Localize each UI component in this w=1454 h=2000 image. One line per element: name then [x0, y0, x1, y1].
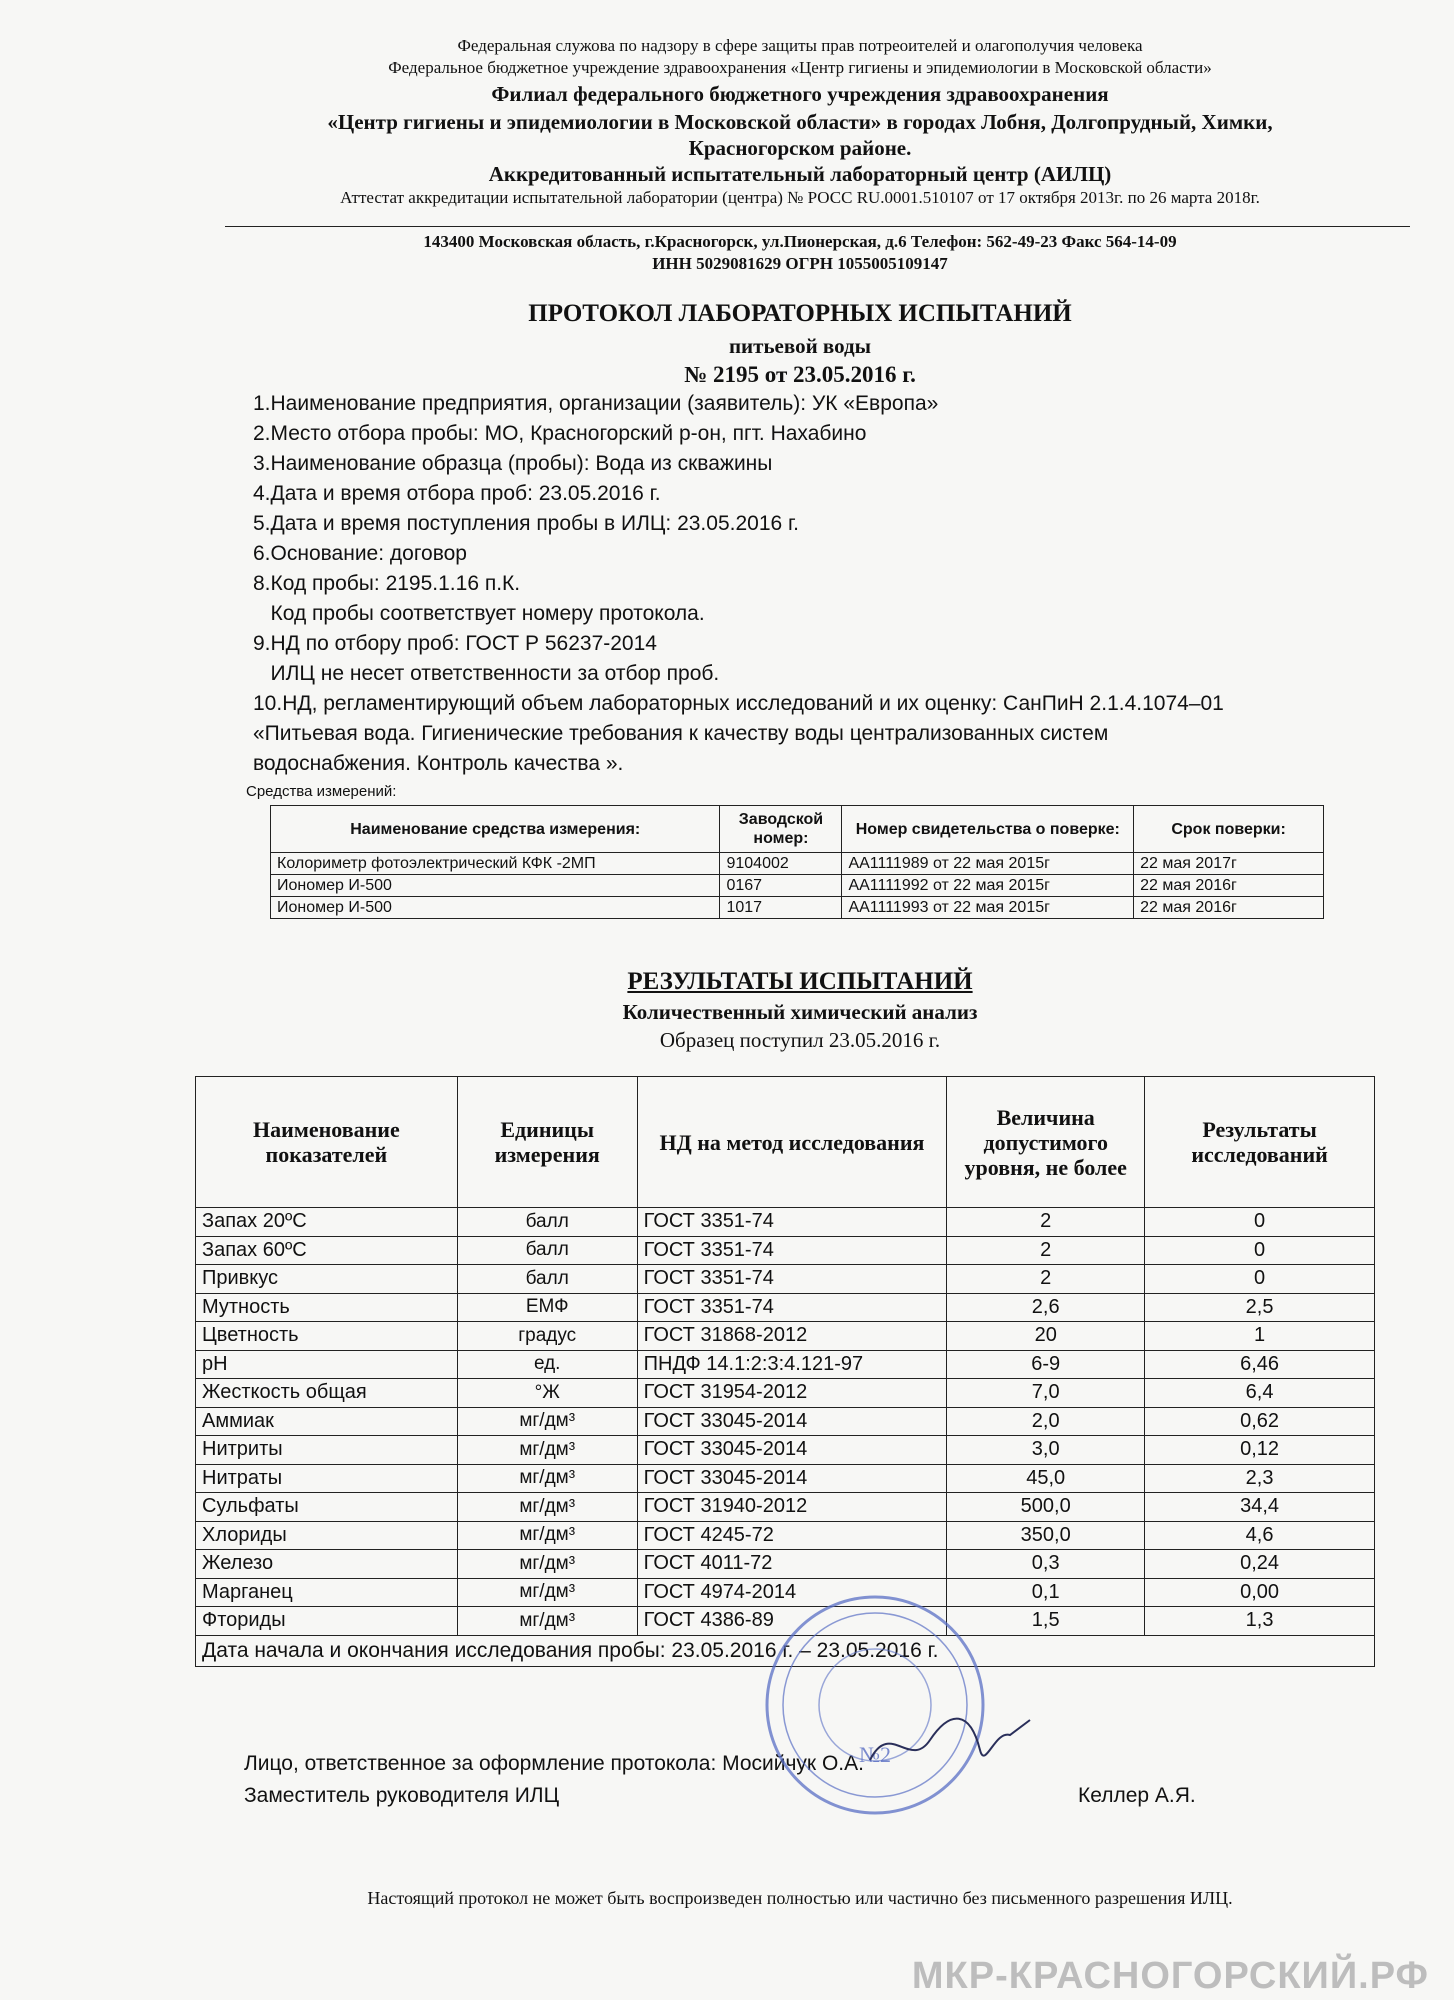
table-row: [196, 1322, 1375, 1351]
indicator-limit: 2: [947, 1208, 1145, 1237]
indicator-name: Хлориды: [196, 1521, 458, 1550]
indicator-name: Аммиак: [196, 1407, 458, 1436]
indicator-result: 0: [1145, 1265, 1375, 1294]
indicator-result: 1: [1145, 1322, 1375, 1351]
signature-responsible: Лицо, ответственное за оформление протокола: Мосийчук О.А.: [244, 1752, 864, 1775]
indicator-result: 34,4: [1145, 1493, 1375, 1522]
indicator-unit: мг/дм³: [457, 1407, 637, 1436]
col-certificate: Номер свидетельства о поверке:: [842, 806, 1134, 853]
indicator-result: 0: [1145, 1208, 1375, 1237]
table-row: [196, 1521, 1375, 1550]
indicator-limit: 2,6: [947, 1293, 1145, 1322]
indicator-name: Нитраты: [196, 1464, 458, 1493]
table-row: [196, 1379, 1375, 1408]
results-title: РЕЗУЛЬТАТЫ ИСПЫТАНИЙ: [627, 968, 973, 995]
indicator-unit: балл: [457, 1265, 637, 1294]
indicator-result: 2,5: [1145, 1293, 1375, 1322]
indicator-method: ГОСТ 3351-74: [637, 1293, 947, 1322]
indicator-unit: мг/дм³: [457, 1436, 637, 1465]
indicator-result: 0,24: [1145, 1550, 1375, 1579]
indicator-result: 0,00: [1145, 1578, 1375, 1607]
indicator-limit: 7,0: [947, 1379, 1145, 1408]
table-row: [196, 1265, 1375, 1294]
table-row: [196, 1208, 1375, 1237]
col-method: НД на метод исследования: [637, 1077, 947, 1208]
handwritten-signature: [860, 1700, 1040, 1780]
indicator-unit: градус: [457, 1322, 637, 1351]
footer-disclaimer: Настоящий протокол не может быть воспроизведен полностью или частично без письменного разрешения ИЛЦ.: [367, 1888, 1233, 1908]
header-line-2: Федеральное бюджетное учреждение здравоохранения «Центр гигиены и эпидемиологии в Московской области»: [388, 58, 1212, 77]
indicator-unit: мг/дм³: [457, 1521, 637, 1550]
instrument-name: Колориметр фотоэлектрический КФК -2МП: [271, 853, 720, 875]
indicator-unit: ед.: [457, 1350, 637, 1379]
indicator-method: ГОСТ 33045-2014: [637, 1464, 947, 1493]
indicator-unit: мг/дм³: [457, 1464, 637, 1493]
indicator-limit: 6-9: [947, 1350, 1145, 1379]
signature-deputy-title: Заместитель руководителя ИЛЦ: [244, 1784, 560, 1807]
indicator-method: ГОСТ 4245-72: [637, 1521, 947, 1550]
field-regulation: 10.НД, регламентирующий объем лабораторных исследований и их оценку: СанПиН 2.1.4.1074–01: [253, 692, 1224, 715]
header-divider: [225, 226, 1410, 227]
indicator-method: ГОСТ 3351-74: [637, 1236, 947, 1265]
instrument-serial: 1017: [720, 897, 842, 919]
indicator-name: Запах 60ºC: [196, 1236, 458, 1265]
indicator-unit: °Ж: [457, 1379, 637, 1408]
indicator-method: ГОСТ 4974-2014: [637, 1578, 947, 1607]
indicator-method: ГОСТ 4011-72: [637, 1550, 947, 1579]
results-table: [195, 1076, 1375, 1667]
signature-deputy-name: Келлер А.Я.: [1078, 1784, 1196, 1807]
test-dates: Дата начала и окончания исследования пробы: 23.05.2016 г. – 23.05.2016 г.: [196, 1635, 1375, 1666]
table-row: [196, 1407, 1375, 1436]
table-row: [196, 1464, 1375, 1493]
instrument-certificate: АА1111989 от 22 мая 2015г: [842, 853, 1134, 875]
indicator-unit: ЕМФ: [457, 1293, 637, 1322]
field-sampling-date: 4.Дата и время отбора проб: 23.05.2016 г.: [253, 482, 661, 505]
indicator-name: Жесткость общая: [196, 1379, 458, 1408]
indicator-limit: 45,0: [947, 1464, 1145, 1493]
field-basis: 6.Основание: договор: [253, 542, 467, 565]
protocol-number: № 2195 от 23.05.2016 г.: [684, 362, 916, 387]
indicator-limit: 1,5: [947, 1607, 1145, 1636]
field-regulation-cont-2: водоснабжения. Контроль качества ».: [253, 752, 624, 775]
instruments-label: Средства измерений:: [246, 783, 397, 800]
indicator-name: Запах 20ºC: [196, 1208, 458, 1237]
indicator-method: ГОСТ 3351-74: [637, 1265, 947, 1294]
instrument-serial: 9104002: [720, 853, 842, 875]
seal-number: №2: [859, 1742, 891, 1767]
indicator-name: Привкус: [196, 1265, 458, 1294]
indicator-method: ГОСТ 31954-2012: [637, 1379, 947, 1408]
table-row: [196, 1436, 1375, 1465]
instrument-verification: 22 мая 2017г: [1134, 853, 1324, 875]
indicator-name: Сульфаты: [196, 1493, 458, 1522]
indicator-limit: 2: [947, 1265, 1145, 1294]
indicator-result: 1,3: [1145, 1607, 1375, 1636]
field-sampling-place: 2.Место отбора пробы: МО, Красногорский р-он, пгт. Нахабино: [253, 422, 867, 445]
indicator-limit: 2,0: [947, 1407, 1145, 1436]
instrument-verification: 22 мая 2016г: [1134, 897, 1324, 919]
table-row: [271, 897, 1324, 919]
results-header-row: [196, 1077, 1375, 1208]
table-row: [196, 1350, 1375, 1379]
indicator-limit: 0,3: [947, 1550, 1145, 1579]
header-address: 143400 Московская область, г.Красногорск, ул.Пионерская, д.6 Телефон: 562-49-23 Факс 564-14-09: [423, 232, 1177, 251]
indicator-limit: 20: [947, 1322, 1145, 1351]
instruments-table: [270, 805, 1324, 919]
indicator-result: 4,6: [1145, 1521, 1375, 1550]
header-accreditation: Аттестат аккредитации испытательной лаборатории (центра) № РОСС RU.0001.510107 от 17 октября 2013г. по 26 марта 2018г.: [340, 188, 1260, 207]
indicator-result: 6,46: [1145, 1350, 1375, 1379]
col-serial-number: Заводской номер:: [720, 806, 842, 853]
indicator-method: ГОСТ 4386-89: [637, 1607, 947, 1636]
table-row: [196, 1493, 1375, 1522]
field-receipt-date: 5.Дата и время поступления пробы в ИЛЦ: 23.05.2016 г.: [253, 512, 799, 535]
indicator-method: ГОСТ 31868-2012: [637, 1322, 947, 1351]
field-responsibility-note: ИЛЦ не несет ответственности за отбор проб.: [253, 662, 720, 685]
col-instrument-name: Наименование средства измерения:: [271, 806, 720, 853]
indicator-result: 2,3: [1145, 1464, 1375, 1493]
indicator-unit: балл: [457, 1236, 637, 1265]
instrument-serial: 0167: [720, 875, 842, 897]
results-subtitle: Количественный химический анализ: [622, 1000, 978, 1024]
indicator-result: 0,12: [1145, 1436, 1375, 1465]
site-watermark: МКР-КРАСНОГОРСКИЙ.РФ: [911, 1955, 1429, 1997]
indicator-unit: мг/дм³: [457, 1578, 637, 1607]
indicator-method: ГОСТ 3351-74: [637, 1208, 947, 1237]
results-received: Образец поступил 23.05.2016 г.: [659, 1028, 941, 1052]
indicator-name: Мутность: [196, 1293, 458, 1322]
table-row: [196, 1236, 1375, 1265]
header-inn: ИНН 5029081629 ОГРН 1055005109147: [652, 254, 948, 273]
indicator-unit: балл: [457, 1208, 637, 1237]
indicator-method: ГОСТ 33045-2014: [637, 1407, 947, 1436]
indicator-limit: 3,0: [947, 1436, 1145, 1465]
instrument-name: Иономер И-500: [271, 897, 720, 919]
col-verification-date: Срок поверки:: [1134, 806, 1324, 853]
indicator-limit: 350,0: [947, 1521, 1145, 1550]
indicator-unit: мг/дм³: [457, 1550, 637, 1579]
indicator-name: Марганец: [196, 1578, 458, 1607]
indicator-result: 0,62: [1145, 1407, 1375, 1436]
col-result: Результаты исследований: [1145, 1077, 1375, 1208]
indicator-method: ГОСТ 31940-2012: [637, 1493, 947, 1522]
header-line-3: Филиал федерального бюджетного учреждения здравоохранения: [491, 82, 1109, 106]
field-sample-name: 3.Наименование образца (пробы): Вода из скважины: [253, 452, 773, 475]
indicator-limit: 2: [947, 1236, 1145, 1265]
indicator-name: pH: [196, 1350, 458, 1379]
instruments-header-row: [271, 806, 1324, 853]
field-sampling-standard: 9.НД по отбору проб: ГОСТ Р 56237-2014: [253, 632, 657, 655]
indicator-method: ГОСТ 33045-2014: [637, 1436, 947, 1465]
table-row: [196, 1550, 1375, 1579]
protocol-subtitle: питьевой воды: [728, 334, 872, 358]
header-line-5: Красногорском районе.: [688, 136, 912, 160]
col-indicator: Наименование показателей: [196, 1077, 458, 1208]
indicator-name: Железо: [196, 1550, 458, 1579]
instrument-certificate: АА1111992 от 22 мая 2015г: [842, 875, 1134, 897]
col-units: Единицы измерения: [457, 1077, 637, 1208]
indicator-method: ПНДФ 14.1:2:3:4.121-97: [637, 1350, 947, 1379]
indicator-unit: мг/дм³: [457, 1607, 637, 1636]
header-line-1: Федеральная служова по надзору в сфере защиты прав потреоителей и олагополучия человека: [457, 36, 1143, 55]
table-row: [271, 853, 1324, 875]
indicator-limit: 500,0: [947, 1493, 1145, 1522]
instrument-verification: 22 мая 2016г: [1134, 875, 1324, 897]
field-regulation-cont-1: «Питьевая вода. Гигиенические требования к качеству воды централизованных систем: [253, 722, 1109, 745]
table-row: [196, 1293, 1375, 1322]
indicator-name: Нитриты: [196, 1436, 458, 1465]
instrument-name: Иономер И-500: [271, 875, 720, 897]
instrument-certificate: АА1111993 от 22 мая 2015г: [842, 897, 1134, 919]
protocol-title: ПРОТОКОЛ ЛАБОРАТОРНЫХ ИСПЫТАНИЙ: [528, 300, 1072, 327]
header-line-4: «Центр гигиены и эпидемиологии в Московской области» в городах Лобня, Долгопрудный, Химки,: [327, 110, 1273, 134]
indicator-result: 6,4: [1145, 1379, 1375, 1408]
table-row: [271, 875, 1324, 897]
indicator-unit: мг/дм³: [457, 1493, 637, 1522]
indicator-limit: 0,1: [947, 1578, 1145, 1607]
field-code-note: Код пробы соответствует номеру протокола.: [253, 602, 705, 625]
indicator-result: 0: [1145, 1236, 1375, 1265]
field-applicant: 1.Наименование предприятия, организации (заявитель): УК «Европа»: [253, 392, 939, 415]
indicator-name: Фториды: [196, 1607, 458, 1636]
header-line-6: Аккредитованный испытательный лабораторный центр (АИЛЦ): [488, 162, 1112, 186]
field-sample-code: 8.Код пробы: 2195.1.16 п.К.: [253, 572, 521, 595]
col-limit: Величина допустимого уровня, не более: [947, 1077, 1145, 1208]
indicator-name: Цветность: [196, 1322, 458, 1351]
